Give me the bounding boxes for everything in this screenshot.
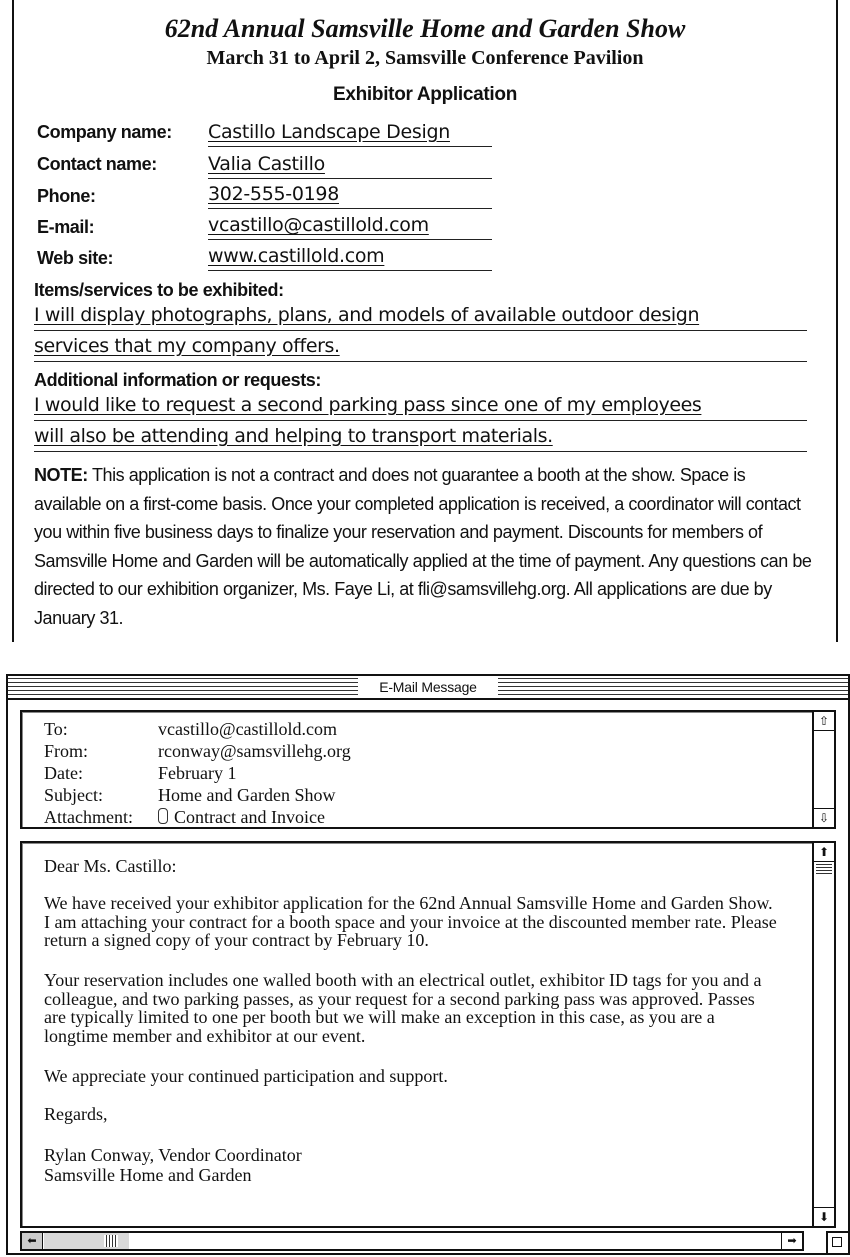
email-paragraph-3: We appreciate your continued participation and support. [44, 1066, 448, 1086]
email-header-pane [20, 710, 815, 829]
form-subtitle: March 31 to April 2, Samsville Conference Pavilion [206, 47, 644, 69]
website-value: www.castillold.com [208, 242, 492, 271]
date-label: Date: [44, 763, 83, 783]
email-paragraph-1: We have received your exhibitor application for the 62nd Annual Samsville Home and Garden Show. I am attaching your contract for a booth space and your invoice at the discounted member rate. Please return a signed copy of your contract by February 10. [44, 893, 777, 950]
body-scrollbar[interactable] [812, 841, 836, 1228]
signature-line-1: Rylan Conway, Vendor Coordinator [44, 1145, 302, 1165]
to-value: vcastillo@castillold.com [158, 719, 338, 739]
email-window [6, 674, 850, 1255]
header-scrollbar[interactable] [812, 710, 836, 829]
company-name-value: Castillo Landscape Design [208, 118, 492, 147]
additional-info-response [34, 390, 807, 452]
to-label: To: [44, 719, 68, 739]
items-label: Items/services to be exhibited: [34, 280, 284, 300]
from-label: From: [44, 741, 89, 761]
up-arrow-icon[interactable]: ⬆ [814, 843, 834, 862]
email-body-pane [20, 841, 815, 1228]
additional-info-label: Additional information or requests: [34, 370, 322, 390]
up-arrow-icon[interactable]: ⇧ [814, 712, 834, 731]
items-response [34, 300, 807, 362]
down-arrow-icon[interactable]: ⇩ [814, 808, 834, 827]
contact-name-value: Valia Castillo [208, 150, 492, 179]
resize-handle-icon[interactable] [826, 1231, 848, 1253]
attachment-name: Contract and Invoice [174, 807, 325, 827]
items-line-2: services that my company offers. [34, 331, 807, 362]
window-title: E-Mail Message [358, 678, 498, 696]
subject-label: Subject: [44, 785, 103, 805]
email-label: E-mail: [37, 217, 95, 237]
attachment-link[interactable] [158, 806, 325, 828]
phone-value: 302-555-0198 [208, 180, 492, 209]
email-paragraph-2: Your reservation includes one walled booth with an electrical outlet, exhibitor ID tags for you and a colleague, and two parking passes, as your request for a second parking pass was approved. Passes are typically limited to one per booth but we will make an exception in this case, as you are a longtime member and exhibitor at our event. [44, 970, 762, 1046]
signature-line-2: Samsville Home and Garden [44, 1165, 252, 1185]
additional-line-2: will also be attending and helping to transport materials. [34, 421, 807, 452]
items-line-1: I will display photographs, plans, and models of available outdoor design [34, 300, 807, 331]
down-arrow-icon[interactable]: ⬇ [814, 1207, 834, 1226]
note-text: This application is not a contract and does not guarantee a booth at the show. Space is available on a first-come basis. Once your completed application is received, a coordinator will contact you within five business days to finalize your reservation and payment. Discounts for members of Samsville Home and Garden will be automatically applied at the time of payment. Any questions can be directed to our exhibition organizer, Ms. Faye Li, at fli@samsvillehg.org. All applications are due by January 31. [34, 465, 812, 628]
scroll-thumb[interactable] [816, 862, 832, 876]
exhibitor-application-form [12, 0, 838, 642]
company-name-label: Company name: [37, 122, 172, 142]
horizontal-scrollbar[interactable] [20, 1231, 804, 1251]
additional-line-1: I would like to request a second parking pass since one of my employees [34, 390, 807, 421]
email-value: vcastillo@castillold.com [208, 211, 492, 240]
email-greeting: Dear Ms. Castillo: [44, 856, 177, 876]
horizontal-scroll-thumb[interactable] [44, 1233, 129, 1249]
attachment-label: Attachment: [44, 807, 133, 827]
contact-name-label: Contact name: [37, 154, 157, 174]
window-title-bar[interactable] [8, 676, 848, 700]
from-value: rconway@samsvillehg.org [158, 741, 351, 761]
paperclip-icon [158, 808, 168, 824]
form-title: 62nd Annual Samsville Home and Garden Show [164, 14, 686, 43]
form-note [34, 461, 814, 632]
right-arrow-icon[interactable]: ➡ [781, 1233, 802, 1249]
form-heading: Exhibitor Application [332, 84, 518, 105]
left-arrow-icon[interactable]: ⬅ [22, 1233, 43, 1249]
email-closing: Regards, [44, 1104, 108, 1124]
phone-label: Phone: [37, 186, 96, 206]
date-value: February 1 [158, 763, 237, 783]
note-label: NOTE: [34, 465, 88, 485]
subject-value: Home and Garden Show [158, 785, 336, 805]
website-label: Web site: [37, 248, 114, 268]
